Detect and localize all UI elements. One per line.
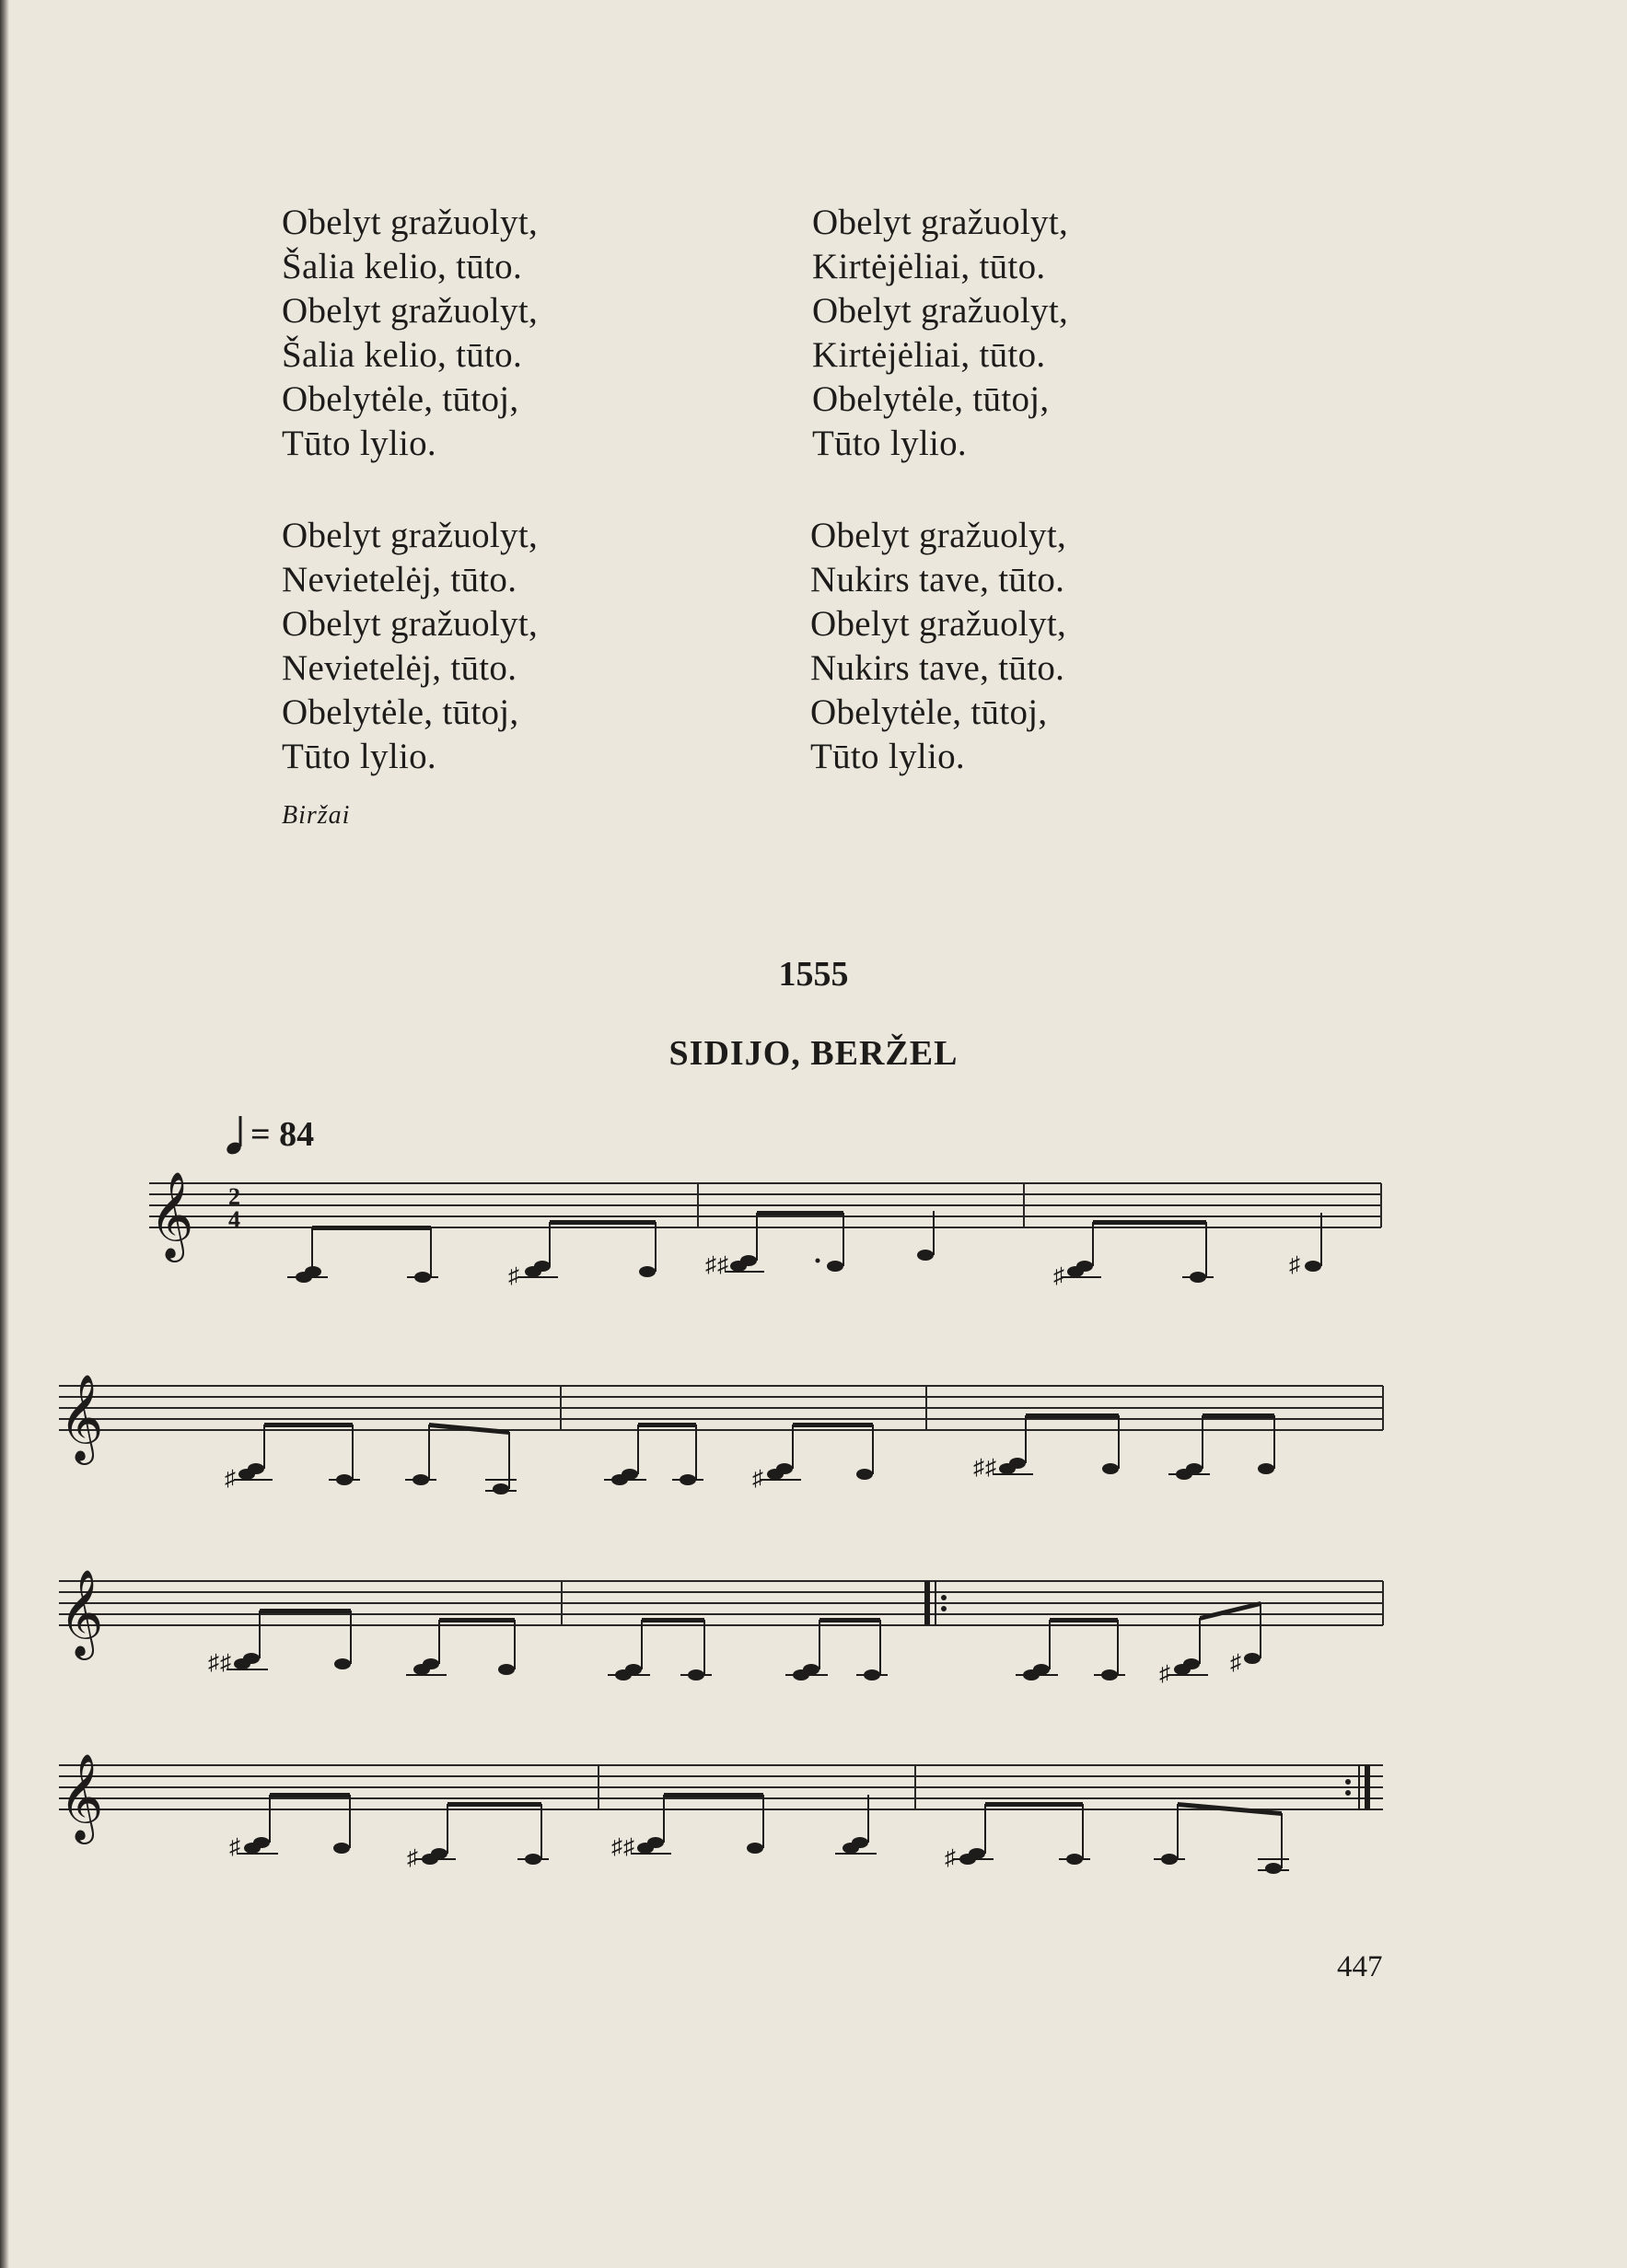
beamed-note-group bbox=[705, 1211, 843, 1277]
verse-line: Kirtėjėliai, tūto. bbox=[812, 335, 1046, 375]
treble-clef-icon: 𝄞 bbox=[59, 1753, 104, 1841]
verse-line: Obelytėle, tūtoj, bbox=[282, 379, 519, 419]
verse-line: Tūto lylio. bbox=[812, 424, 967, 463]
staff-lines bbox=[59, 1386, 1383, 1430]
tempo-value: = 84 bbox=[250, 1115, 315, 1154]
beamed-note-group bbox=[604, 1423, 703, 1485]
beamed-note-group bbox=[508, 1220, 656, 1288]
verse-line: Obelyt gražuolyt, bbox=[812, 291, 1069, 331]
beamed-note-group bbox=[752, 1423, 873, 1491]
time-signature bbox=[228, 1183, 240, 1233]
beamed-note-group bbox=[1168, 1413, 1274, 1480]
notes bbox=[229, 1793, 1289, 1874]
svg-text:♯: ♯ bbox=[705, 1253, 716, 1277]
svg-text:♯: ♯ bbox=[220, 1651, 231, 1675]
svg-text:♯: ♯ bbox=[1230, 1651, 1241, 1675]
staff-lines bbox=[59, 1581, 1383, 1625]
verse-line: Obelyt gražuolyt, bbox=[282, 203, 539, 242]
verse-1 bbox=[282, 201, 538, 466]
verse-line: Nukirs tave, tūto. bbox=[810, 648, 1065, 688]
beamed-note-group bbox=[1053, 1220, 1214, 1288]
verse-line: Obelyt gražuolyt, bbox=[810, 604, 1067, 644]
page-edge-shadow bbox=[0, 0, 9, 2268]
music-staff-1 bbox=[149, 1169, 1383, 1298]
page-number: 447 bbox=[1337, 1950, 1383, 1983]
verse-4 bbox=[810, 514, 1066, 779]
verse-line: Tūto lylio. bbox=[810, 737, 965, 776]
svg-text:♯: ♯ bbox=[508, 1264, 519, 1288]
treble-clef-icon: 𝄞 bbox=[59, 1569, 104, 1657]
svg-text:♯: ♯ bbox=[752, 1467, 763, 1491]
svg-text:♯: ♯ bbox=[1289, 1253, 1300, 1277]
beamed-note-group bbox=[225, 1423, 360, 1491]
svg-text:♯: ♯ bbox=[611, 1835, 622, 1859]
notes bbox=[287, 1211, 1321, 1288]
tempo-marking bbox=[227, 1114, 314, 1155]
treble-clef-icon: 𝄞 bbox=[149, 1171, 194, 1259]
beamed-note-group bbox=[229, 1793, 350, 1859]
verse-2 bbox=[812, 201, 1068, 466]
verse-line: Obelyt gražuolyt, bbox=[812, 203, 1069, 242]
quarter-note bbox=[917, 1211, 934, 1261]
verse-line: Nevietelėj, tūto. bbox=[282, 560, 517, 599]
verse-line: Nukirs tave, tūto. bbox=[810, 560, 1065, 599]
beamed-note-group bbox=[1016, 1618, 1125, 1681]
beamed-note-group bbox=[1154, 1802, 1289, 1874]
svg-text:♯: ♯ bbox=[1159, 1662, 1170, 1686]
svg-text:♯: ♯ bbox=[623, 1835, 634, 1859]
place-name: Biržai bbox=[282, 801, 351, 830]
svg-text:♯: ♯ bbox=[225, 1467, 236, 1491]
song-number: 1555 bbox=[778, 955, 849, 994]
beamed-note-group bbox=[208, 1609, 351, 1675]
verse-line: Obelyt gražuolyt, bbox=[810, 516, 1067, 555]
verse-line: Obelytėle, tūtoj, bbox=[812, 379, 1050, 419]
verse-line: Kirtėjėliai, tūto. bbox=[812, 247, 1046, 286]
svg-text:♯: ♯ bbox=[985, 1456, 996, 1480]
svg-text:♯: ♯ bbox=[973, 1456, 984, 1480]
verse-line: Šalia kelio, tūto. bbox=[282, 335, 523, 375]
verse-line: Obelytėle, tūtoj, bbox=[282, 692, 519, 732]
svg-text:♯: ♯ bbox=[717, 1253, 728, 1277]
verse-3 bbox=[282, 514, 538, 779]
svg-text:♯: ♯ bbox=[407, 1846, 418, 1870]
svg-text:♯: ♯ bbox=[1053, 1264, 1064, 1288]
svg-text:♯: ♯ bbox=[945, 1846, 956, 1870]
notes bbox=[225, 1413, 1274, 1495]
verse-line: Obelytėle, tūtoj, bbox=[810, 692, 1048, 732]
verse-line: Obelyt gražuolyt, bbox=[282, 516, 539, 555]
time-signature-top: 2 bbox=[228, 1183, 240, 1210]
verse-line: Nevietelėj, tūto. bbox=[282, 648, 517, 688]
beamed-note-group bbox=[407, 1802, 549, 1870]
treble-clef-icon: 𝄞 bbox=[59, 1374, 104, 1461]
song-title: SIDIJO, BERŽEL bbox=[668, 1034, 959, 1073]
verse-line: Obelyt gražuolyt, bbox=[282, 291, 539, 331]
svg-text:♯: ♯ bbox=[229, 1835, 240, 1859]
music-staff-3 bbox=[59, 1567, 1385, 1696]
music-staff-4 bbox=[59, 1751, 1385, 1890]
beamed-note-group bbox=[405, 1423, 517, 1495]
verse-line: Šalia kelio, tūto. bbox=[282, 247, 523, 286]
quarter-note bbox=[835, 1795, 877, 1854]
quarter-note-icon bbox=[227, 1114, 247, 1155]
beamed-note-group bbox=[608, 1618, 712, 1681]
beamed-note-group bbox=[287, 1226, 438, 1283]
time-signature-bottom: 4 bbox=[228, 1206, 240, 1233]
quarter-note bbox=[1289, 1213, 1321, 1277]
music-staff-2 bbox=[59, 1372, 1385, 1501]
beamed-note-group bbox=[785, 1618, 888, 1681]
verse-line: Tūto lylio. bbox=[282, 424, 436, 463]
beamed-note-group bbox=[973, 1413, 1119, 1480]
verse-line: Obelyt gražuolyt, bbox=[282, 604, 539, 644]
beamed-note-group bbox=[406, 1618, 515, 1675]
svg-text:♯: ♯ bbox=[208, 1651, 219, 1675]
verse-line: Tūto lylio. bbox=[282, 737, 436, 776]
beamed-note-group bbox=[945, 1802, 1090, 1870]
beamed-note-group bbox=[611, 1793, 763, 1859]
